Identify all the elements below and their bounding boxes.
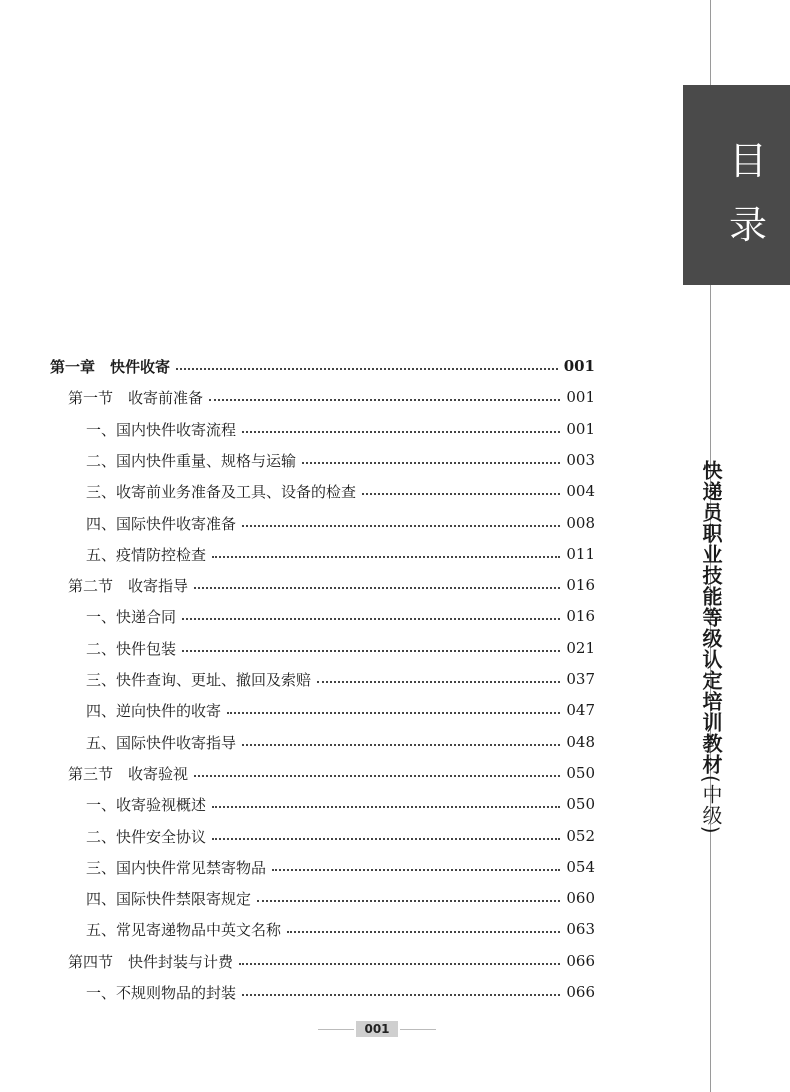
toc-leader-dots [182, 618, 560, 620]
toc-entry-title: 一、不规则物品的封装 [86, 983, 237, 1002]
toc-leader-dots [362, 493, 560, 495]
toc-leader-dots [212, 838, 560, 840]
toc-entry[interactable] [68, 571, 595, 599]
toc-entry[interactable] [86, 978, 595, 1006]
toc-entry-page: 052 [566, 827, 595, 845]
toc-entry-page: 001 [566, 420, 595, 438]
page-number-rule-right [400, 1029, 436, 1030]
toc-entry[interactable] [86, 884, 595, 912]
contents-title-char-2: 录 [728, 203, 767, 247]
toc-entry-title: 一、快递合同 [86, 607, 177, 626]
toc-entry[interactable] [68, 947, 595, 975]
toc-entry-title: 二、快件安全协议 [86, 827, 207, 846]
toc-leader-dots [242, 525, 560, 527]
toc-entry[interactable] [86, 602, 595, 630]
toc-entry[interactable] [50, 352, 595, 380]
toc-entry-title: 第四节 快件封装与计费 [68, 952, 234, 971]
toc-entry-page: 011 [566, 545, 595, 563]
toc-entry[interactable] [86, 665, 595, 693]
toc-entry-page: 060 [566, 889, 595, 907]
toc-leader-dots [287, 931, 560, 933]
contents-tab [683, 85, 790, 285]
toc-entry[interactable] [86, 853, 595, 881]
toc-leader-dots [242, 994, 560, 996]
book-title-level: (中级) [699, 775, 723, 835]
toc-entry-title: 第一章 快件收寄 [50, 357, 171, 376]
toc-entry-page: 021 [566, 639, 595, 657]
toc-leader-dots [212, 556, 560, 558]
toc-entry-title: 三、快件查询、更址、撤回及索赔 [86, 670, 312, 689]
toc-leader-dots [176, 368, 558, 370]
toc-entry-title: 二、快件包装 [86, 639, 177, 658]
toc-entry[interactable] [86, 477, 595, 505]
toc-entry-page: 003 [566, 451, 595, 469]
toc-entry[interactable] [86, 696, 595, 724]
toc-entry-title: 五、国际快件收寄指导 [86, 733, 237, 752]
toc-entry[interactable] [86, 915, 595, 943]
toc-entry-page: 004 [566, 482, 595, 500]
contents-title-char-1: 目 [728, 139, 767, 183]
toc-leader-dots [212, 806, 560, 808]
toc-entry-title: 四、国际快件收寄准备 [86, 514, 237, 533]
book-title-main: 快递员职业技能等级认定培训教材 [699, 460, 723, 775]
toc-entry[interactable] [86, 509, 595, 537]
toc-entry-page: 048 [566, 733, 595, 751]
toc-entry-page: 016 [566, 576, 595, 594]
toc-entry-title: 四、逆向快件的收寄 [86, 701, 222, 720]
toc-entry-title: 一、国内快件收寄流程 [86, 420, 237, 439]
toc-leader-dots [227, 712, 560, 714]
page-number-rule-left [318, 1029, 354, 1030]
toc-leader-dots [182, 650, 560, 652]
toc-entry-page: 008 [566, 514, 595, 532]
toc-entry-page: 016 [566, 607, 595, 625]
toc-entry-title: 第三节 收寄验视 [68, 764, 189, 783]
toc-entry-page: 066 [566, 983, 595, 1001]
book-title [698, 460, 726, 835]
toc-entry[interactable] [68, 383, 595, 411]
toc-entry-page: 050 [566, 764, 595, 782]
toc-entry-title: 四、国际快件禁限寄规定 [86, 889, 252, 908]
toc-leader-dots [272, 869, 560, 871]
toc-entry-page: 050 [566, 795, 595, 813]
toc-entry-title: 三、国内快件常见禁寄物品 [86, 858, 267, 877]
toc-leader-dots [242, 431, 560, 433]
toc-entry[interactable] [86, 790, 595, 818]
toc-entry-title: 二、国内快件重量、规格与运输 [86, 451, 297, 470]
toc-entry-title: 三、收寄前业务准备及工具、设备的检查 [86, 482, 357, 501]
toc-entry-page: 054 [566, 858, 595, 876]
toc-leader-dots [239, 963, 560, 965]
toc-entry-page: 063 [566, 920, 595, 938]
toc-leader-dots [209, 399, 560, 401]
toc-entry-page: 001 [566, 388, 595, 406]
toc-leader-dots [242, 744, 560, 746]
toc-entry-page: 037 [566, 670, 595, 688]
toc-entry[interactable] [86, 540, 595, 568]
toc-leader-dots [317, 681, 560, 683]
page-number: 001 [356, 1021, 398, 1037]
toc-entry[interactable] [86, 822, 595, 850]
toc-leader-dots [257, 900, 560, 902]
toc-leader-dots [302, 462, 560, 464]
toc-entry-title: 第二节 收寄指导 [68, 576, 189, 595]
toc-entry[interactable] [86, 728, 595, 756]
toc-entry-title: 五、常见寄递物品中英文名称 [86, 920, 282, 939]
toc-entry[interactable] [86, 446, 595, 474]
toc-entry-page: 066 [566, 952, 595, 970]
toc-entry[interactable] [86, 415, 595, 443]
toc-entry[interactable] [86, 634, 595, 662]
toc-entry-page: 001 [563, 357, 595, 375]
toc-entry[interactable] [68, 759, 595, 787]
toc-entry-title: 一、收寄验视概述 [86, 795, 207, 814]
toc-entry-title: 第一节 收寄前准备 [68, 388, 204, 407]
toc-leader-dots [194, 587, 560, 589]
toc-entry-title: 五、疫情防控检查 [86, 545, 207, 564]
toc-leader-dots [194, 775, 560, 777]
toc-entry-page: 047 [566, 701, 595, 719]
